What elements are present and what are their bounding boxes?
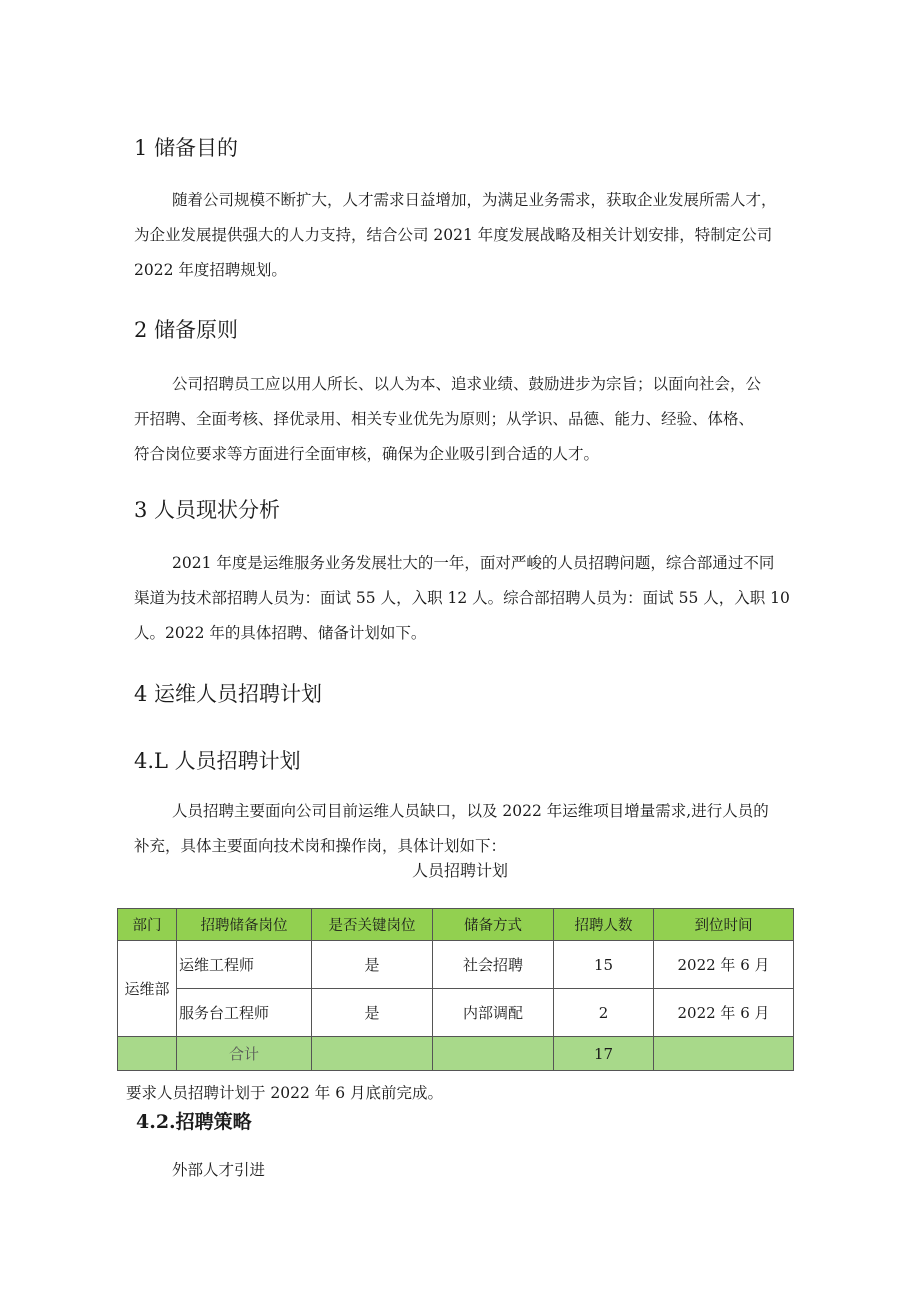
total-label-cell: 合计 — [177, 1037, 312, 1071]
department-cell: 运维部 — [118, 941, 177, 1037]
column-header: 到位时间 — [654, 909, 794, 941]
paragraph-line: 渠道为技术部招聘人员为：面试 55 人，入职 12 人。综合部招聘人员为：面试 55 人，入职 10 — [134, 589, 790, 607]
column-header: 招聘人数 — [554, 909, 654, 941]
total-count-cell: 17 — [554, 1037, 654, 1071]
section-3-heading: 3 人员现状分析 — [134, 498, 281, 522]
column-header: 是否关键岗位 — [312, 909, 433, 941]
table-row — [118, 989, 794, 1037]
key-position-cell: 是 — [312, 989, 433, 1037]
count-cell: 15 — [554, 941, 654, 989]
section-2-body — [134, 367, 761, 472]
key-position-cell: 是 — [312, 941, 433, 989]
paragraph-line: 随着公司规模不断扩大，人才需求日益增加，为满足业务需求，获取企业发展所需人才， — [172, 191, 777, 209]
recruitment-plan-table — [117, 908, 794, 1071]
table-note: 要求人员招聘计划于 2022 年 6 月底前完成。 — [126, 1084, 444, 1102]
count-cell: 2 — [554, 989, 654, 1037]
position-cell: 服务台工程师 — [177, 989, 312, 1037]
table-header-row — [118, 909, 794, 941]
method-cell: 社会招聘 — [433, 941, 554, 989]
paragraph-line: 人员招聘主要面向公司目前运维人员缺口，以及 2022 年运维项目增量需求,进行人员的 — [172, 802, 769, 820]
paragraph-line: 开招聘、全面考核、择优录用、相关专业优先为原则；从学识、品德、能力、经验、体格、 — [134, 410, 755, 428]
arrival-time-cell: 2022 年 6 月 — [654, 941, 794, 989]
column-header: 部门 — [118, 909, 177, 941]
paragraph-line: 符合岗位要求等方面进行全面审核，确保为企业吸引到合适的人才。 — [134, 445, 600, 463]
section-1-body — [134, 183, 777, 288]
paragraph-line: 补充，具体主要面向技术岗和操作岗，具体计划如下： — [134, 837, 507, 855]
section-4-1-body — [134, 794, 769, 864]
position-cell: 运维工程师 — [177, 941, 312, 989]
section-4-2-text: 外部人才引进 — [172, 1161, 266, 1179]
section-1-heading: 1 储备目的 — [134, 136, 239, 160]
section-4-1-heading: 4.L 人员招聘计划 — [134, 749, 301, 773]
table-total-row — [118, 1037, 794, 1071]
section-4-heading: 4 运维人员招聘计划 — [134, 682, 323, 706]
paragraph-line: 2021 年度是运维服务业务发展壮大的一年，面对严峻的人员招聘问题，综合部通过不同 — [172, 554, 775, 572]
paragraph-line: 公司招聘员工应以用人所长、以人为本、追求业绩、鼓励进步为宗旨；以面向社会，公 — [172, 375, 762, 393]
empty-cell — [312, 1037, 433, 1071]
table-row — [118, 941, 794, 989]
section-4-2-heading: 4.2.招聘策略 — [136, 1111, 252, 1133]
method-cell: 内部调配 — [433, 989, 554, 1037]
column-header: 招聘储备岗位 — [177, 909, 312, 941]
empty-cell — [118, 1037, 177, 1071]
column-header: 储备方式 — [433, 909, 554, 941]
section-2-heading: 2 储备原则 — [134, 318, 239, 342]
empty-cell — [433, 1037, 554, 1071]
arrival-time-cell: 2022 年 6 月 — [654, 989, 794, 1037]
paragraph-line: 为企业发展提供强大的人力支持，结合公司 2021 年度发展战略及相关计划安排，特制定公司 — [134, 226, 773, 244]
paragraph-line: 2022 年度招聘规划。 — [134, 261, 287, 279]
empty-cell — [654, 1037, 794, 1071]
table-title: 人员招聘计划 — [411, 861, 508, 880]
section-3-body — [134, 546, 790, 651]
paragraph-line: 人。2022 年的具体招聘、储备计划如下。 — [134, 624, 427, 642]
